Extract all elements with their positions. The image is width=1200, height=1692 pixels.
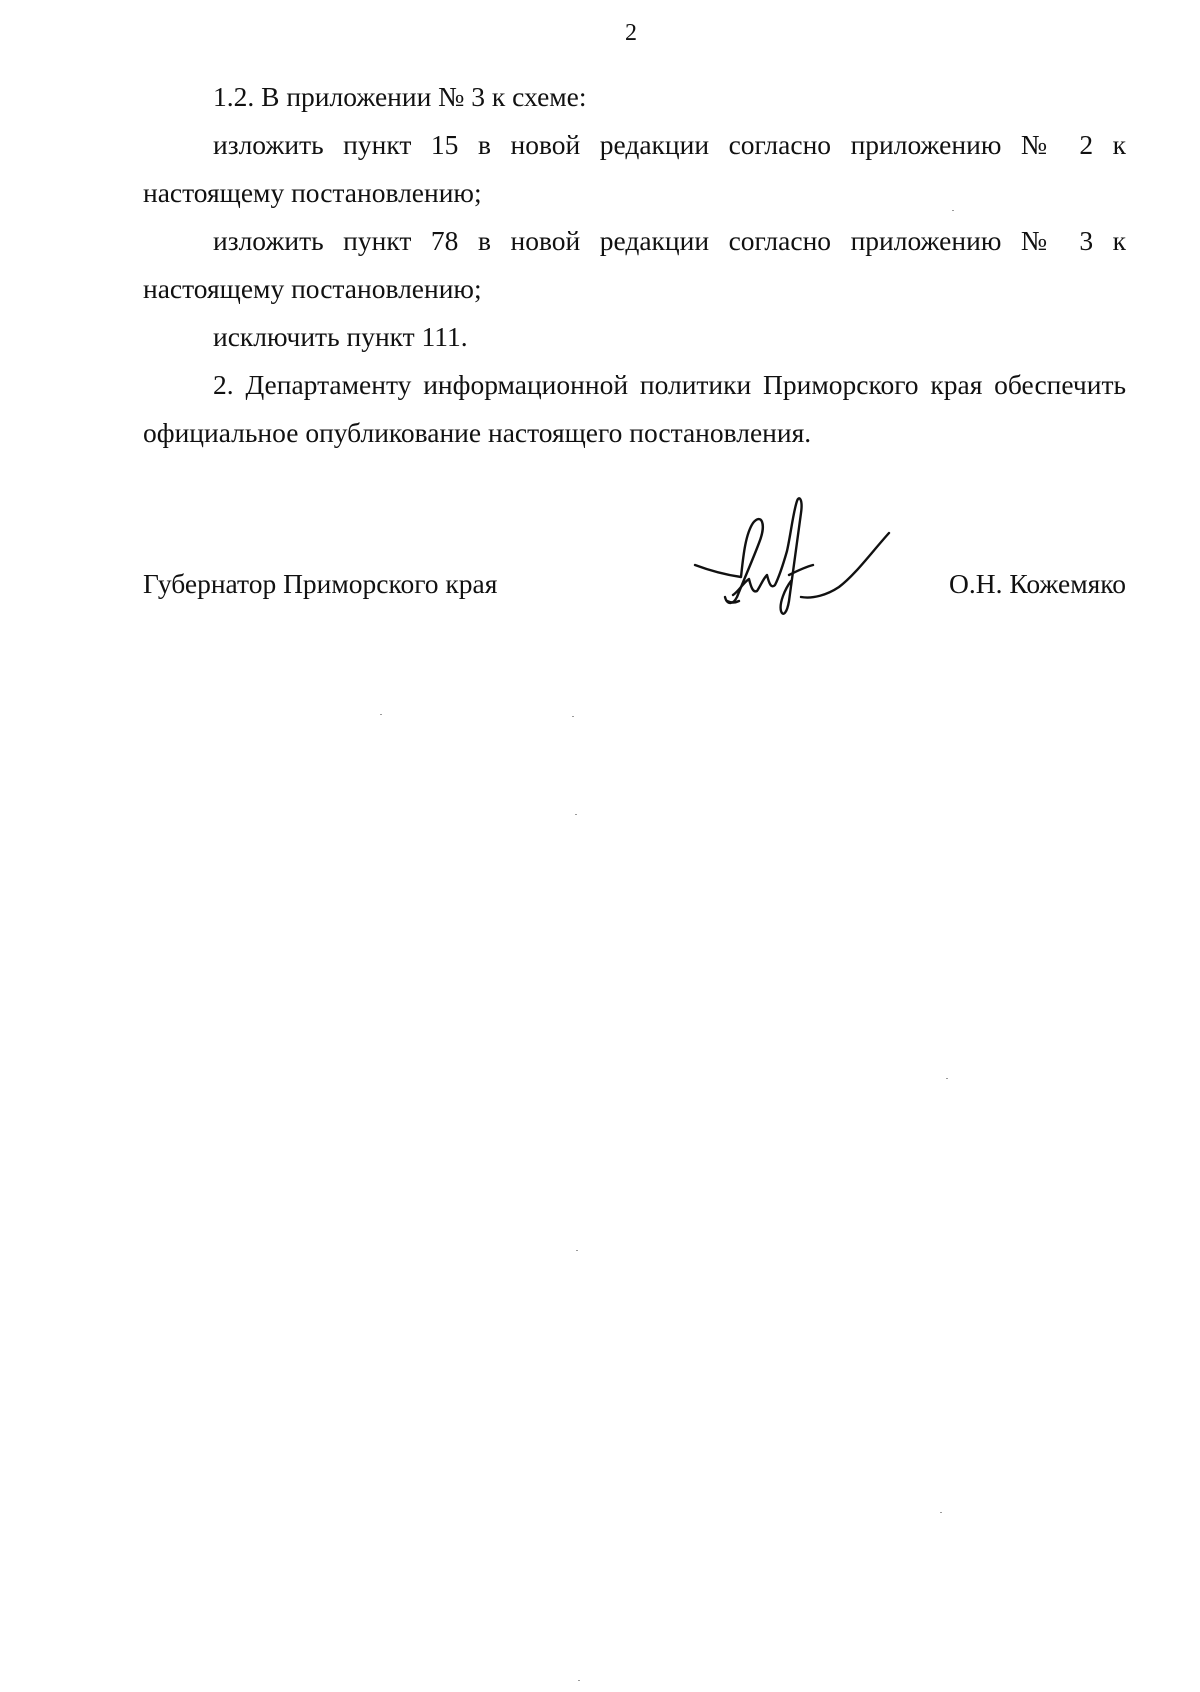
scan-speck bbox=[575, 814, 577, 815]
scan-speck bbox=[572, 716, 574, 717]
paragraph-1-2: 1.2. В приложении № 3 к схеме: bbox=[213, 81, 587, 112]
document-body bbox=[143, 73, 1126, 457]
scan-speck bbox=[578, 1680, 580, 1681]
scan-speck bbox=[952, 210, 954, 211]
scan-speck bbox=[380, 714, 382, 715]
paragraph-item-15: изложить пункт 15 в новой редакции согласно приложению № 2 к настоящему постановлению; bbox=[143, 129, 1126, 208]
paragraph-item-78: изложить пункт 78 в новой редакции согласно приложению № 3 к настоящему постановлению; bbox=[143, 225, 1126, 304]
scan-speck bbox=[940, 1512, 942, 1513]
scan-speck bbox=[946, 1078, 948, 1079]
paragraph-2: 2. Департаменту информационной политики Приморского края обеспечить официальное опубликование настоящего постановления. bbox=[143, 369, 1126, 448]
paragraph-item-111: исключить пункт 111. bbox=[213, 321, 468, 352]
handwritten-signature bbox=[693, 493, 893, 623]
signatory-title: Губернатор Приморского края bbox=[143, 568, 498, 599]
signatory-name: О.Н. Кожемяко bbox=[949, 568, 1126, 599]
page-number: 2 bbox=[625, 20, 637, 46]
scan-speck bbox=[576, 1250, 578, 1251]
